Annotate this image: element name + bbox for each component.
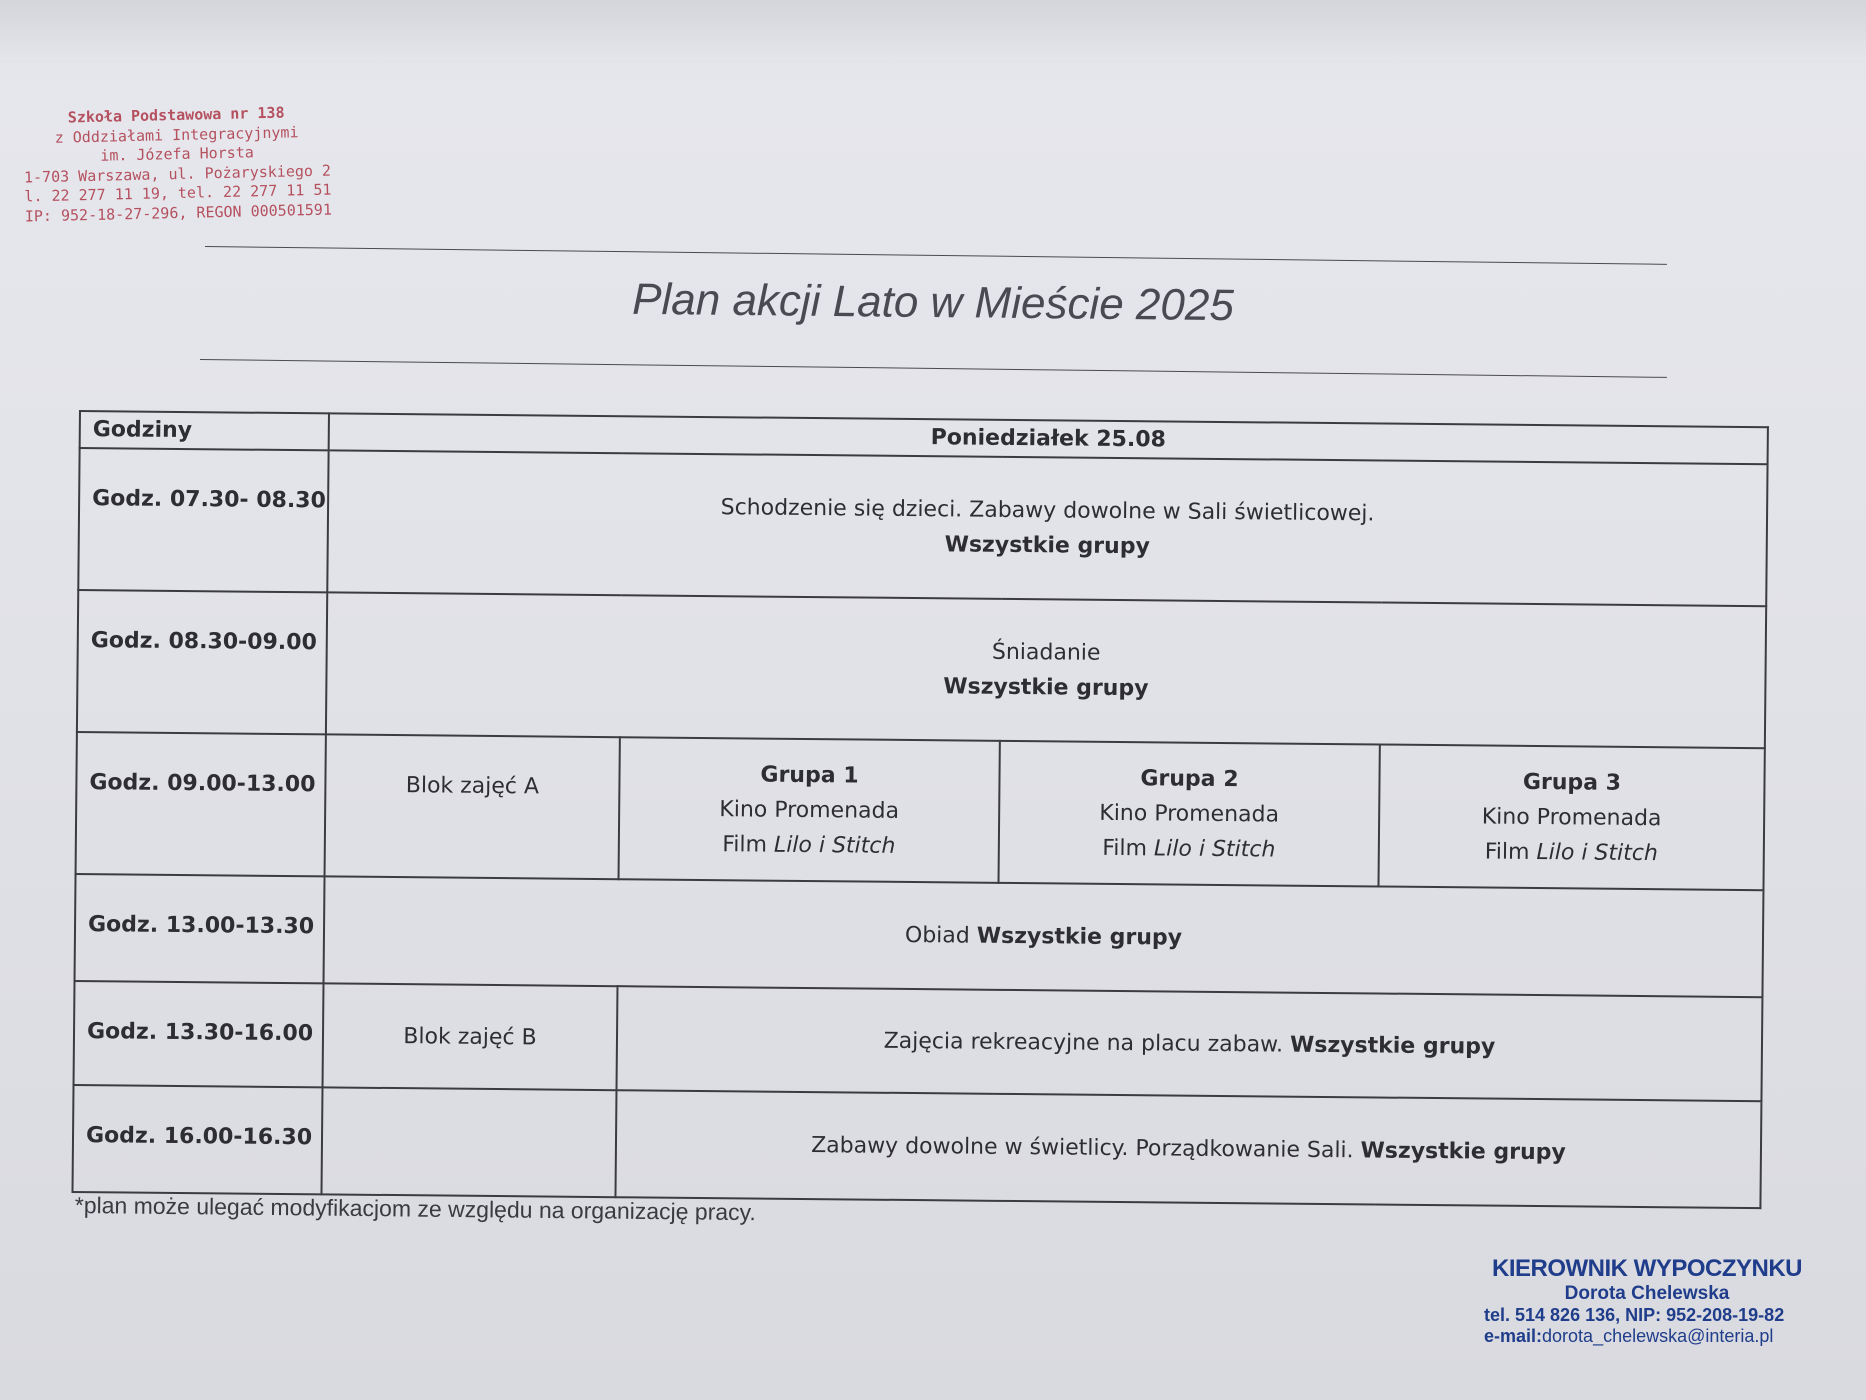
table-row: [72, 1085, 1761, 1208]
group-cell: [1378, 745, 1764, 891]
activity-cell: [616, 986, 1762, 1101]
row-hours: Godz. 16.00-16.30: [72, 1085, 322, 1194]
table-row: [76, 732, 1765, 890]
stamp-line: im. Józefa Horsta: [100, 143, 254, 165]
signature-contact: tel. 514 826 136, NIP: 952-208-19-82: [1484, 1305, 1785, 1325]
activity-text: Śniadanie: [991, 639, 1101, 666]
schedule-table: [72, 410, 1767, 1207]
footnote: *plan może ulegać modyfikacjom ze względu na organizację pracy.: [74, 1192, 756, 1226]
group-place: Kino Promenada: [719, 796, 900, 824]
activity-text: Obiad: [904, 922, 977, 949]
table-row: [74, 981, 1763, 1101]
row-hours: Godz. 08.30-09.00: [77, 590, 327, 734]
activity-group: Wszystkie grupy: [1289, 1032, 1496, 1060]
activity-cell: [615, 1090, 1761, 1208]
signature-email-label: e-mail:: [1484, 1326, 1543, 1346]
stamp-line: z Oddziałami Integracyjnymi: [54, 122, 299, 147]
activity-cell: [326, 592, 1766, 748]
activity-text: Zabawy dowolne w świetlicy. Porządkowanie Sali.: [811, 1133, 1361, 1164]
table-row: [77, 590, 1766, 748]
header-hours: Godziny: [80, 411, 329, 450]
block-cell: Blok zajęć B: [323, 983, 618, 1090]
row-hours: Godz. 09.00-13.00: [76, 732, 326, 876]
block-cell: [321, 1087, 616, 1197]
header-divider-top: [205, 246, 1667, 265]
signature-stamp: [1472, 1255, 1822, 1347]
activity-group: Wszystkie grupy: [1360, 1138, 1566, 1166]
table-row: [78, 448, 1767, 606]
header-day: Poniedziałek 25.08: [329, 413, 1768, 464]
row-hours: Godz. 07.30- 08.30: [78, 448, 328, 592]
activity-cell: [327, 450, 1767, 606]
group-place: Kino Promenada: [1099, 800, 1280, 828]
paper-edge: [0, 0, 1866, 60]
signature-email: dorota_chelewska@interia.pl: [1542, 1326, 1774, 1346]
film-title: Lilo i Stitch: [773, 832, 896, 859]
stamp-line: 1-703 Warszawa, ul. Pożaryskiego 2: [23, 161, 332, 186]
group-name: Grupa 3: [1522, 769, 1622, 796]
block-cell: Blok zajęć A: [325, 734, 620, 879]
stamp-line: l. 22 277 11 19, tel. 22 277 11 51: [24, 180, 332, 206]
page-title: Plan akcji Lato w Mieście 2025: [631, 274, 1235, 331]
activity-group: Wszystkie grupy: [943, 674, 1149, 702]
activity-text: Zajęcia rekreacyjne na placu zabaw.: [883, 1028, 1291, 1058]
group-name: Grupa 2: [1140, 765, 1239, 792]
group-place: Kino Promenada: [1481, 803, 1662, 831]
activity-text: Schodzenie się dzieci. Zabawy dowolne w Sali świetlicowej.: [720, 495, 1375, 527]
film-prefix: Film: [722, 831, 775, 858]
film-prefix: Film: [1484, 839, 1537, 865]
film-prefix: Film: [1102, 835, 1155, 861]
stamp-line: Szkoła Podstawowa nr 138: [67, 103, 285, 127]
row-hours: Godz. 13.00-13.30: [75, 874, 325, 983]
signature-role: KIEROWNIK WYPOCZYNKU: [1492, 1255, 1802, 1282]
film-title: Lilo i Stitch: [1536, 839, 1659, 866]
film-title: Lilo i Stitch: [1153, 835, 1276, 863]
school-stamp: [0, 102, 355, 227]
group-cell: [619, 737, 1000, 883]
stamp-line: IP: 952-18-27-296, REGON 000501591: [24, 199, 333, 225]
signature-email-line: [1484, 1326, 1822, 1347]
group-name: Grupa 1: [760, 762, 859, 788]
header-divider-bottom: [200, 359, 1667, 378]
activity-group: Wszystkie grupy: [976, 923, 1183, 951]
activity-group: Wszystkie grupy: [944, 532, 1150, 560]
row-hours: Godz. 13.30-16.00: [74, 981, 324, 1087]
signature-name: Dorota Chelewska: [1564, 1283, 1730, 1304]
table-row: [75, 874, 1764, 997]
activity-cell: [324, 876, 1764, 997]
group-cell: [999, 741, 1380, 887]
